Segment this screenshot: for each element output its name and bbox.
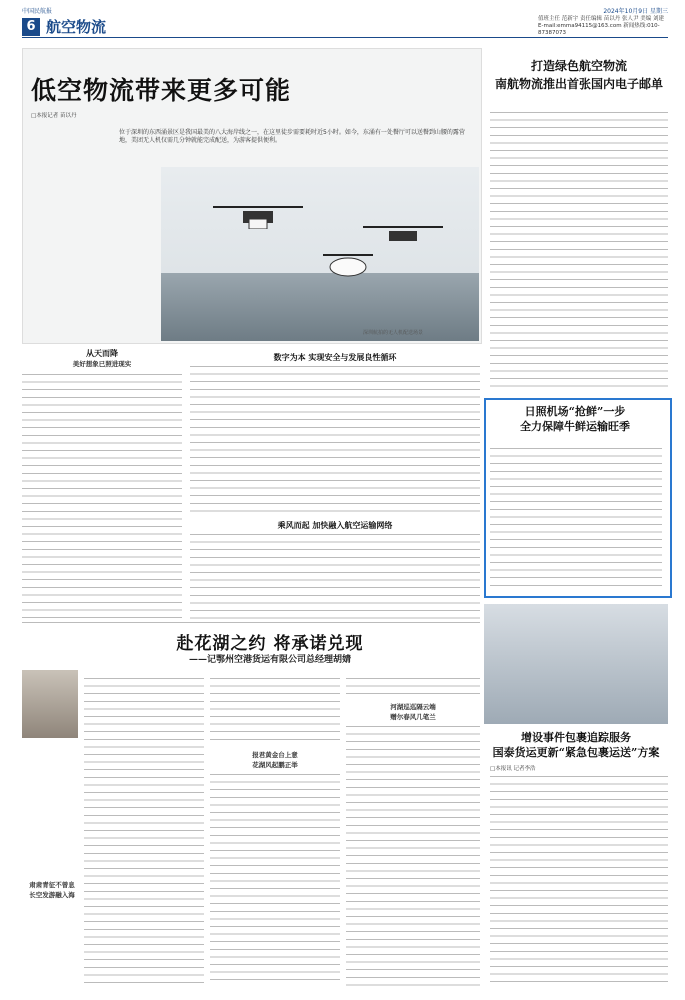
drone-illustration bbox=[213, 199, 303, 229]
bottom-col-2b bbox=[210, 772, 340, 986]
bottom-col-2a bbox=[210, 676, 340, 746]
box-headline bbox=[490, 404, 660, 434]
cargo-aircraft-photo bbox=[484, 604, 668, 724]
bottom-subhead-1b: 花湖风起鹏正举 bbox=[252, 761, 298, 769]
portrait-photo bbox=[22, 670, 78, 738]
right-column-body bbox=[490, 110, 668, 390]
page-number: 6 bbox=[22, 18, 40, 36]
bottom-feature-subtitle: ——记鄂州空港货运有限公司总经理胡婧 bbox=[188, 655, 351, 665]
feature-headline: 低空物流带来更多可能 bbox=[31, 76, 292, 105]
bottom-col-3a bbox=[346, 676, 480, 698]
box-headline-line1: 日照机场“抢鲜”一步 bbox=[524, 405, 626, 418]
mid-column-body-2 bbox=[190, 532, 480, 622]
photo-ground bbox=[161, 273, 479, 341]
section-divider bbox=[22, 622, 480, 623]
bottom-subhead-3b: 长空发游融入海 bbox=[29, 891, 75, 899]
box-body bbox=[490, 446, 662, 590]
issue-date: 2024年10月9日 星期三 bbox=[603, 8, 668, 15]
bottom-subhead-3: 肃肃青征不曾息 bbox=[29, 881, 75, 889]
section-title: 航空物流 bbox=[46, 18, 107, 36]
bottom-col-1 bbox=[84, 676, 204, 986]
left-column-body bbox=[22, 372, 182, 622]
mid-subhead-1: 数字为本 实现安全与发展良性循环 bbox=[273, 353, 397, 362]
mid-column-body bbox=[190, 364, 480, 514]
bottom-subhead-2: 河湖巡巡隔云端 bbox=[390, 703, 436, 711]
subhead-1: 从天而降 bbox=[86, 349, 118, 358]
bottom-right-headline bbox=[484, 730, 668, 760]
passenger-drone-illustration bbox=[323, 249, 373, 279]
right-headline-2: 南航物流推出首张国内电子邮单 bbox=[494, 77, 663, 91]
page-header bbox=[22, 17, 668, 38]
photo-caption: 深圳航拍的无人机配送场景 bbox=[363, 330, 424, 336]
paper-name: 中国民航报 bbox=[22, 8, 53, 15]
bottom-right-headline-2: 国泰货运更新“紧急包裹运送”方案 bbox=[492, 746, 660, 759]
top-info-line bbox=[22, 6, 668, 16]
feature-lead: 位于深圳的东西涌景区是我国最美的八大海岸线之一，在这里徒步需要耗时近5小时。如今，东涌有一处餐厅可以送餐到山腰的露营地，美团无人机仅需几分钟就能完成配送，为游客提供便利。 bbox=[119, 129, 465, 144]
bottom-subhead-1: 报君黄金台上意 bbox=[252, 751, 298, 759]
feature-byline: □本报记者 苗以丹 bbox=[31, 113, 77, 119]
bottom-col-3b bbox=[346, 724, 480, 986]
box-headline-line2: 全力保障牛鲜运输旺季 bbox=[520, 420, 630, 433]
bottom-right-body bbox=[490, 774, 668, 984]
bottom-right-headline-1: 增设事件包裹追踪服务 bbox=[521, 731, 631, 744]
mid-subhead-2: 乘风而起 加快融入航空运输网络 bbox=[277, 521, 393, 530]
subhead-1-sub: 美好想象已照进现实 bbox=[72, 360, 132, 368]
right-headline-1: 打造绿色航空物流 bbox=[530, 59, 627, 73]
feature-article-panel bbox=[22, 48, 482, 344]
drone-illustration bbox=[363, 219, 443, 249]
bottom-feature-headline: 赴花湖之约 将承诺兑现 bbox=[176, 634, 364, 654]
bottom-subhead-2b: 赠尔春风几笔兰 bbox=[390, 713, 436, 721]
bottom-right-byline: □本报讯 记者李浩 bbox=[490, 766, 536, 772]
editor-info: 值班主任 范新宇 责任编辑 苗以丹 张人尹 美编 刘建 E-mail:emma94115@163.com 新闻热线:010-87387073 bbox=[538, 16, 664, 36]
